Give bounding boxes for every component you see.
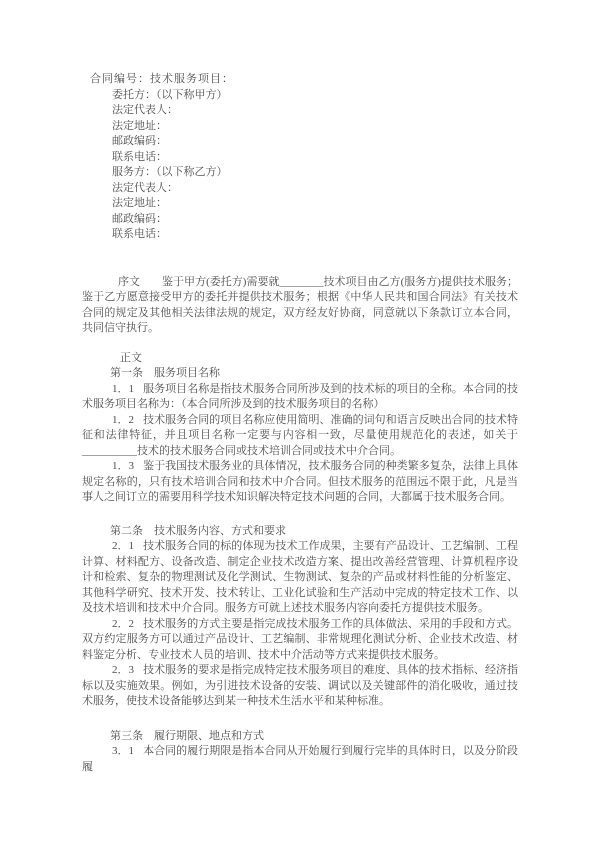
clause-3-1 xyxy=(82,744,518,775)
clause-1-2-number: 1．2 xyxy=(112,413,135,426)
article-3-performance-term-place-method xyxy=(82,729,518,776)
clause-1-2-text: 技术服务合同的项目名称应使用简明、准确的词句和语言反映出合同的技术特征和法律特征，并且项目名称一定要与内容相一致，尽量使用规范化的表述，如关于__________技术的技术服务合同或技术培训合同或技术中介合同。 xyxy=(82,413,519,457)
main-text-label: 正文 xyxy=(120,351,142,364)
clause-2-2 xyxy=(82,617,518,664)
clause-3-1-number: 3．1 xyxy=(112,745,135,757)
article-2-title: 第二条 技术服务内容、方式和要求 xyxy=(110,524,286,537)
clause-2-1-number: 2．1 xyxy=(112,540,135,552)
clause-2-3 xyxy=(82,663,518,710)
party-b-legal-rep-line: 法定代表人： xyxy=(112,181,178,194)
clause-1-2 xyxy=(82,413,518,460)
clause-2-1 xyxy=(82,539,518,617)
party-a-legal-rep-line: 法定代表人： xyxy=(112,104,178,116)
article-3-title: 第三条 履行期限、地点和方式 xyxy=(110,729,264,742)
party-b-line: 服务方：（以下称乙方） xyxy=(112,166,228,178)
clause-2-3-text: 技术服务的要求是指完成特定技术服务项目的难度、具体的技术指标、经济指标以及实施效果。例如，为引进技术设备的安装、调试以及关键部件的消化吸收，通过技术服务，使技术设备能够达到某一种技术生活水平和某种标准。 xyxy=(82,664,519,707)
clause-1-1-number: 1．1 xyxy=(112,382,135,395)
party-a-phone-line: 联系电话： xyxy=(112,150,167,163)
clause-1-3 xyxy=(82,459,518,506)
clause-2-1-text: 技术服务合同的标的体现为技术工作成果，主要有产品设计、工艺编制、工程计算、材料配方、设备改造、制定企业技术改造方案、提出改善经营管理、计算机程序设计和检索、复杂的物理测试及化学测试、生物测试、复杂的产品或材料性能的分析鉴定、其他科学研究、技术开发、技术转让、工业化试验和生产活动中完成的特定技术工作、以及技术培训和技术中介合同。服务方可就上述技术服务内容向委托方提供技术服务。 xyxy=(82,540,519,614)
party-b-address-line: 法定地址： xyxy=(112,197,167,209)
clause-1-1 xyxy=(82,382,518,413)
article-1-service-project-name xyxy=(82,366,518,506)
party-a-postcode-line: 邮政编码： xyxy=(112,135,167,147)
party-b-phone-line: 联系电话： xyxy=(112,228,167,240)
preface-label: 序文 xyxy=(118,275,141,288)
clause-1-3-number: 1．3 xyxy=(112,460,135,472)
clause-1-3-text: 鉴于我国技术服务业的具体情况，技术服务合同的种类繁多复杂，法律上具体规定名称的，只有技术培训合同和技术中介合同。但技术服务的范围远不限于此，凡是当事人之间订立的需要用科学技术知识解决特定技术问题的合同，大都属于技术服务合同。 xyxy=(82,460,519,503)
preface-text: 鉴于甲方(委托方)需要就________技术项目由乙方(服务方)提供技术服务；鉴于乙方愿意接受甲方的委托并提供技术服务；根据《中华人民共和国合同法》有关技术合同的规定及其他相关法律法规的规定，双方经友好协商，同意就以下条款订立本合同，共同信守执行。 xyxy=(82,275,519,334)
party-a-address-line: 法定地址： xyxy=(112,119,167,132)
party-a-line: 委托方：（以下称甲方） xyxy=(112,88,228,101)
article-2-service-content-method-requirements xyxy=(82,524,518,710)
preface-paragraph xyxy=(82,275,518,337)
clause-3-1-text: 本合同的履行期限是指本合同从开始履行到履行完毕的具体时日，以及分阶段履 xyxy=(82,745,519,773)
article-1-title: 第一条 服务项目名称 xyxy=(110,367,220,379)
clause-2-2-number: 2．2 xyxy=(112,617,135,630)
clause-2-2-text: 技术服务的方式主要是指完成技术服务工作的具体做法、采用的手段和方式。双方约定服务方可以通过产品设计、工艺编制、非常规理化测试分析、企业技术改造、材料鉴定分析、专业技术人员的培训、技术中介活动等方式来提供技术服务。 xyxy=(82,617,519,661)
clause-1-1-text: 服务项目名称是指技术服务合同所涉及到的技术标的项目的全称。本合同的技术服务项目名称为：（本合同所涉及到的技术服务项目的名称） xyxy=(82,382,519,410)
contract-number-line: 合同编号：技术服务项目： xyxy=(90,73,234,85)
contract-header-block xyxy=(82,72,518,243)
clause-2-3-number: 2．3 xyxy=(112,664,135,676)
party-b-postcode-line: 邮政编码： xyxy=(112,212,167,225)
